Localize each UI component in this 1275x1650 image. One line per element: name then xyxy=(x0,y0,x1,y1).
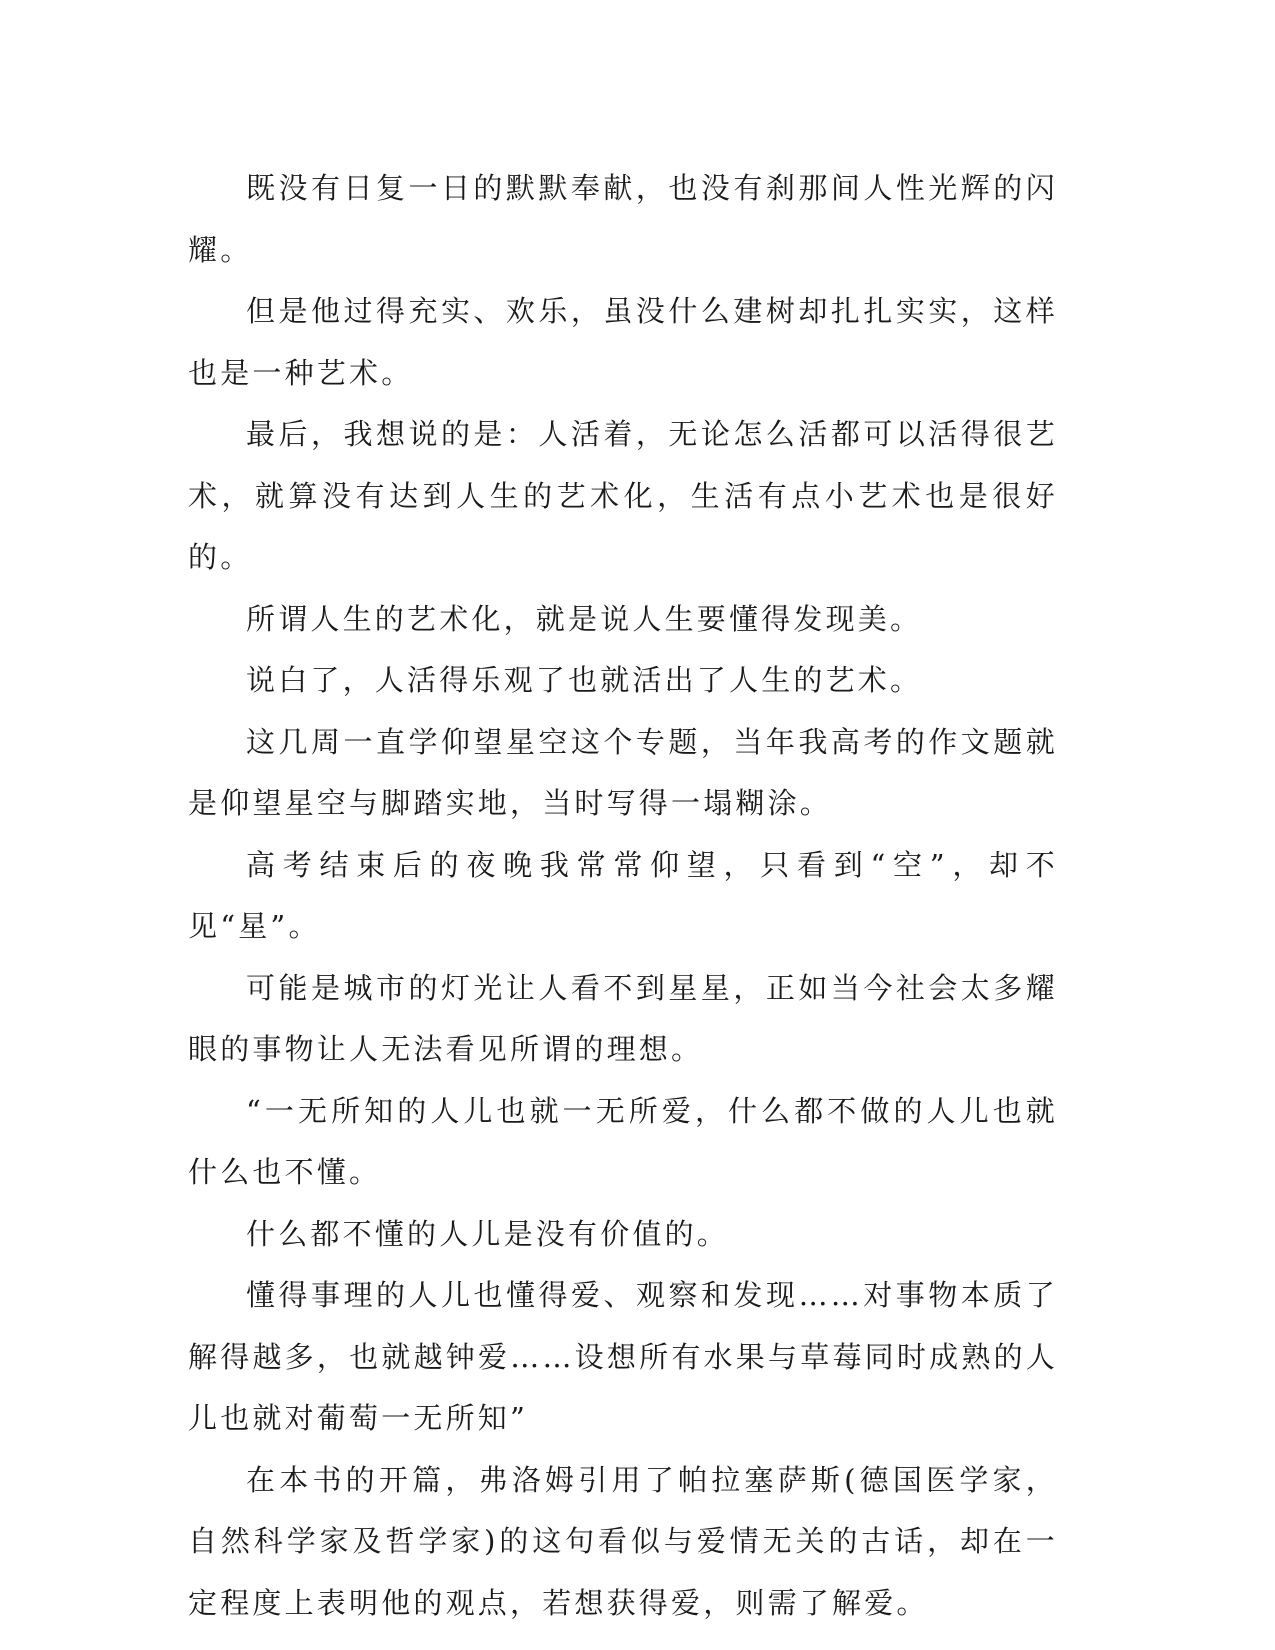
paragraph: 在本书的开篇，弗洛姆引用了帕拉塞萨斯(德国医学家，自然科学家及哲学家)的这句看似与爱情无关的古话，却在一定程度上表明他的观点，若想获得爱，则需了解爱。 xyxy=(188,1462,1058,1620)
paragraph: 所谓人生的艺术化，就是说人生要懂得发现美。 xyxy=(246,601,923,636)
paragraph: 懂得事理的人儿也懂得爱、观察和发现……对事物本质了解得越多，也就越钟爱……设想所有水果与草莓同时成熟的人儿也就对葡萄一无所知” xyxy=(188,1278,1058,1435)
paragraph: 但是他过得充实、欢乐，虽没什么建树却扎扎实实，这样也是一种艺术。 xyxy=(188,294,1058,390)
paragraph: “一无所知的人儿也就一无所爱，什么都不做的人儿也就什么也不懂。 xyxy=(188,1093,1058,1189)
paragraph: 说白了，人活得乐观了也就活出了人生的艺术。 xyxy=(246,663,923,697)
paragraph: 最后，我想说的是：人活着，无论怎么活都可以活得很艺术，就算没有达到人生的艺术化，生活有点小艺术也是很好的。 xyxy=(188,417,1058,574)
paragraph: 高考结束后的夜晚我常常仰望，只看到“空”，却不见“星”。 xyxy=(188,847,1058,943)
document-body xyxy=(188,158,1058,1634)
paragraph: 什么都不懂的人儿是没有价值的。 xyxy=(246,1216,730,1251)
paragraph: 既没有日复一日的默默奉献，也没有刹那间人性光辉的闪耀。 xyxy=(188,171,1058,267)
paragraph: 可能是城市的灯光让人看不到星星，正如当今社会太多耀眼的事物让人无法看见所谓的理想。 xyxy=(188,970,1058,1066)
paragraph: 这几周一直学仰望星空这个专题，当年我高考的作文题就是仰望星空与脚踏实地，当时写得一塌糊涂。 xyxy=(188,724,1058,820)
